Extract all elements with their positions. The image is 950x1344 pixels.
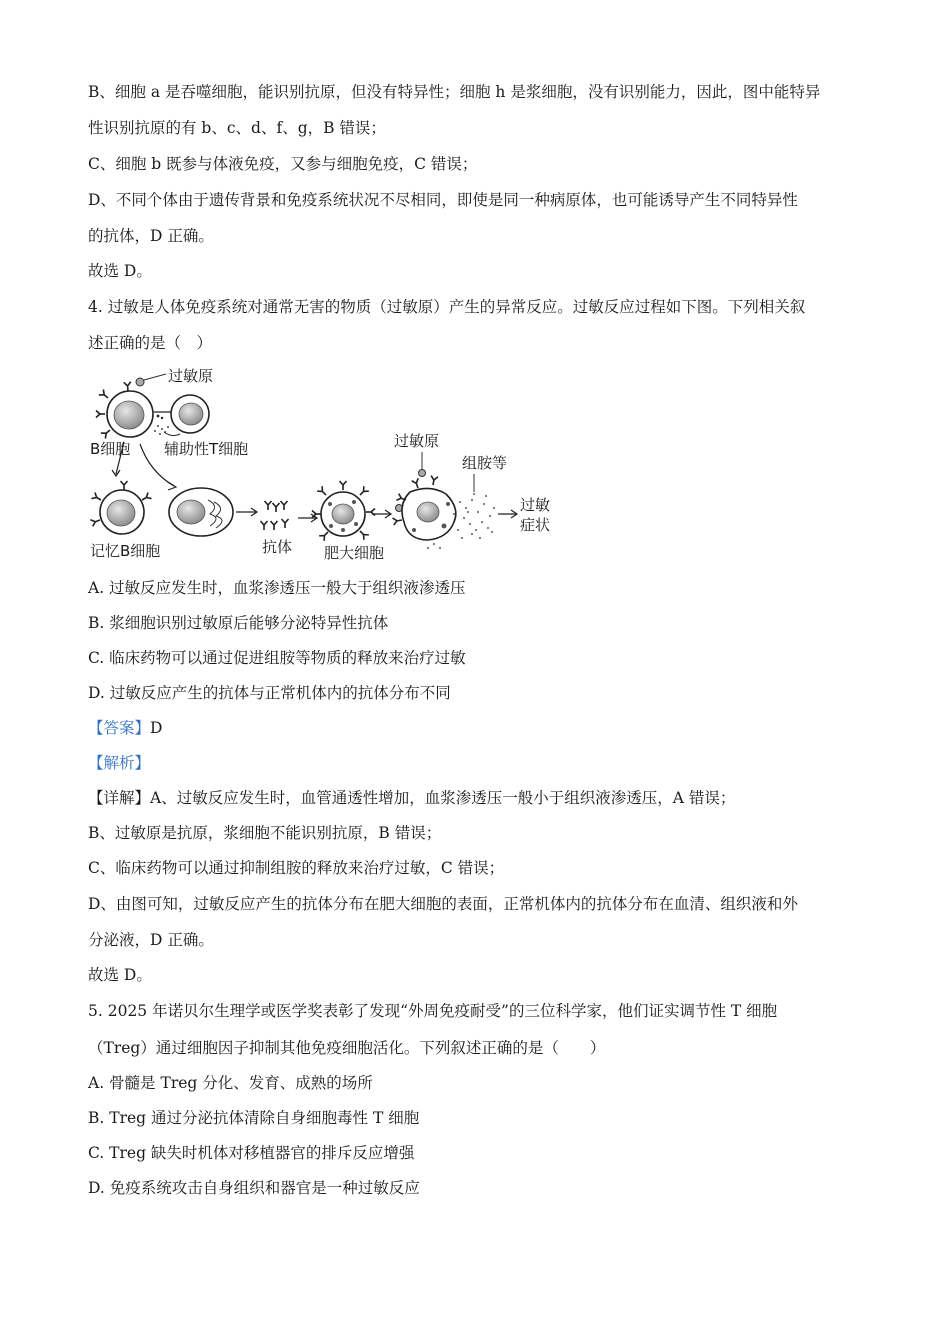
option-b: B. Treg 通过分泌抗体清除自身细胞毒性 T 细胞 bbox=[88, 1109, 420, 1127]
question-5-stem-cont: （Treg）通过细胞因子抑制其他免疫细胞活化。下列叙述正确的是（ ） bbox=[88, 1039, 606, 1057]
option-a: A. 过敏反应发生时，血浆渗透压一般大于组织液渗透压 bbox=[88, 579, 466, 597]
memory-b-cell bbox=[90, 481, 151, 534]
allergen-particle bbox=[136, 374, 166, 386]
option-c: C. Treg 缺失时机体对移植器官的排斥反应增强 bbox=[88, 1144, 415, 1162]
antibody-group bbox=[261, 501, 289, 530]
question-5-stem: 5. 2025 年诺贝尔生理学或医学奖表彰了发现“外周免疫耐受”的三位科学家，他们证实调节性 T 细胞 bbox=[88, 1002, 778, 1020]
analysis-tag: 【解析】 bbox=[88, 754, 151, 772]
plasma-cell bbox=[169, 488, 233, 536]
activation-arrow bbox=[164, 432, 180, 436]
analysis-line bbox=[88, 753, 150, 773]
text-line: 的抗体，D 正确。 bbox=[88, 227, 214, 245]
text-line: 故选 D。 bbox=[88, 262, 152, 280]
helper-t-cell bbox=[154, 395, 209, 433]
histamine-label: 组胺等 bbox=[462, 454, 508, 472]
symptom-label-1: 过敏 bbox=[520, 496, 551, 514]
option-a: A. 骨髓是 Treg 分化、发育、成熟的场所 bbox=[88, 1074, 373, 1092]
option-d: D. 过敏反应产生的抗体与正常机体内的抗体分布不同 bbox=[88, 684, 451, 702]
allergen-particle bbox=[419, 470, 426, 477]
symptom-label-2: 症状 bbox=[520, 516, 551, 534]
allergy-process-diagram bbox=[88, 362, 558, 567]
allergen-label-mid: 过敏原 bbox=[394, 432, 440, 450]
answer-value: D bbox=[150, 719, 163, 737]
b-cell bbox=[96, 382, 153, 439]
text-line: C、临床药物可以通过抑制组胺的释放来治疗过敏，C 错误； bbox=[88, 859, 505, 877]
arrowhead bbox=[168, 482, 176, 490]
question-4-stem-cont: 述正确的是（ ） bbox=[88, 334, 213, 352]
option-b: B. 浆细胞识别过敏原后能够分泌特异性抗体 bbox=[88, 614, 389, 632]
option-c: C. 临床药物可以通过促进组胺等物质的释放来治疗过敏 bbox=[88, 649, 466, 667]
text-line: D、不同个体由于遗传背景和免疫系统状况不尽相同，即使是同一种病原体，也可能诱导产生不同特异性 bbox=[88, 191, 798, 209]
text-line: C、细胞 b 既参与体液免疫，又参与细胞免疫，C 错误； bbox=[88, 155, 478, 173]
mast-cell bbox=[312, 481, 375, 541]
antibody-label: 抗体 bbox=[262, 538, 293, 556]
question-4-stem: 4. 过敏是人体免疫系统对通常无害的物质（过敏原）产生的异常反应。过敏反应过程如下图。下列相关叙 bbox=[88, 298, 806, 316]
option-d: D. 免疫系统攻击自身组织和器官是一种过敏反应 bbox=[88, 1179, 420, 1197]
text-line: 分泌液，D 正确。 bbox=[88, 931, 214, 949]
text-line: D、由图可知，过敏反应产生的抗体分布在肥大细胞的表面，正常机体内的抗体分布在血清、组织液和外 bbox=[88, 895, 798, 913]
conclusion-line: 故选 D。 bbox=[88, 966, 152, 984]
degranulating-mast-cell bbox=[393, 476, 456, 540]
allergen-label-top: 过敏原 bbox=[168, 367, 214, 385]
text-line: B、过敏原是抗原，浆细胞不能识别抗原，B 错误； bbox=[88, 824, 442, 842]
answer-line bbox=[88, 718, 162, 738]
text-line: B、细胞 a 是吞噬细胞，能识别抗原，但没有特异性；细胞 h 是浆细胞，没有识别能力，因此，图中能特异 bbox=[88, 83, 821, 101]
detail-tag: 【详解】 bbox=[88, 789, 151, 807]
detail-text: A、过敏反应发生时，血管通透性增加，血浆渗透压一般小于组织液渗透压，A 错误； bbox=[150, 789, 736, 807]
helper-t-label: 辅助性T细胞 bbox=[164, 440, 249, 458]
memory-b-label: 记忆B细胞 bbox=[90, 542, 161, 560]
text-line: 性识别抗原的有 b、c、d、f、g，B 错误； bbox=[88, 119, 386, 137]
b-cell-label: B细胞 bbox=[90, 440, 131, 458]
mast-cell-label: 肥大细胞 bbox=[324, 544, 385, 562]
answer-tag: 【答案】 bbox=[88, 719, 151, 737]
detail-line bbox=[88, 788, 735, 808]
